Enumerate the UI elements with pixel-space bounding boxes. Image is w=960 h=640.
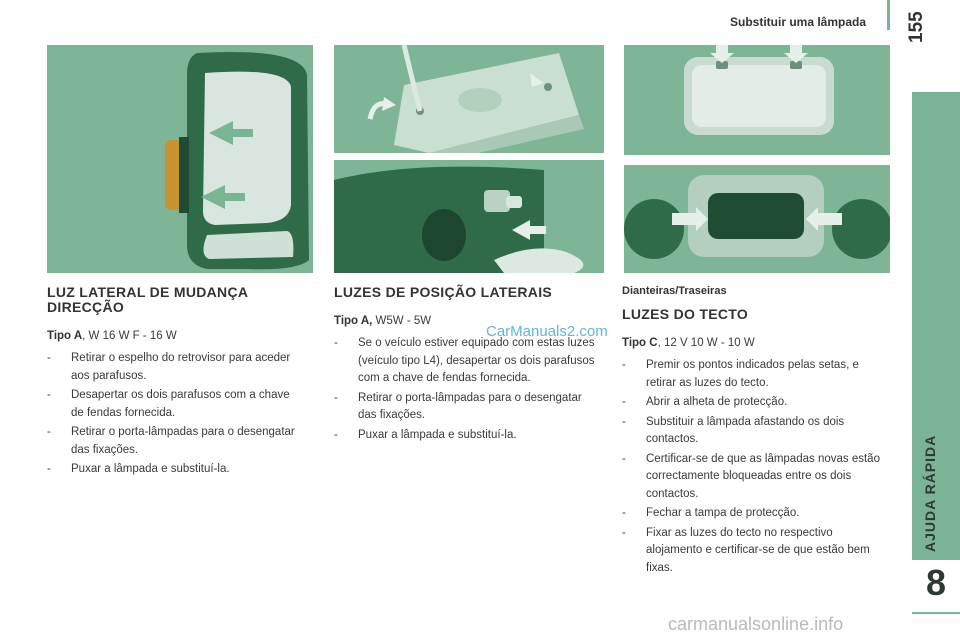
lamp-holder-illustration xyxy=(334,160,604,273)
steps-list xyxy=(622,357,890,577)
section-roof-lights xyxy=(622,285,890,579)
section-title-turn-signal: LUZ LATERAL DE MUDANÇA DIRECÇÃO xyxy=(47,284,248,315)
bulb-type: Tipo A, W5W - 5W xyxy=(334,315,432,327)
section-subtitle: Dianteiras/Traseiras xyxy=(622,285,727,297)
section-title-side-lights: LUZES DE POSIÇÃO LATERAIS xyxy=(334,284,553,300)
list-item: - Desapertar os dois parafusos com a chave de fendas fornecida. xyxy=(47,387,299,422)
watermark-bottom: carmanualsonline.info xyxy=(668,614,844,634)
steps-list xyxy=(334,335,596,444)
section-title-roof-lights: LUZES DO TECTO xyxy=(622,306,749,322)
roof-light-illustration xyxy=(624,45,890,155)
list-item: - Abrir a alheta de protecção. xyxy=(622,394,890,412)
list-item: - Substituir a lâmpada afastando os dois contactos. xyxy=(622,414,890,449)
chapter-divider xyxy=(912,612,960,614)
section-side-lights xyxy=(334,285,596,446)
list-item: - Retirar o espelho do retrovisor para aceder aos parafusos. xyxy=(47,350,299,385)
section-title: Substituir uma lâmpada xyxy=(730,15,867,29)
list-item: - Puxar a lâmpada e substituí-la. xyxy=(47,461,299,479)
list-item: - Se o veículo estiver equipado com estas luzes (veículo tipo L4), desapertar os dois parafusos com a chave de fendas fornecida. xyxy=(334,335,596,388)
lamp-removal-illustration xyxy=(334,45,604,153)
list-item: - Puxar a lâmpada e substituí-la. xyxy=(334,427,596,445)
roof-light-open-illustration xyxy=(624,165,890,273)
list-item: - Retirar o porta-lâmpadas para o desengatar das fixações. xyxy=(334,390,596,425)
section-turn-signal xyxy=(47,285,299,481)
steps-list xyxy=(47,350,299,479)
mirror-illustration xyxy=(47,45,313,273)
list-item: - Retirar o porta-lâmpadas para o desengatar das fixações. xyxy=(47,424,299,459)
list-item: - Premir os pontos indicados pelas setas, e retirar as luzes do tecto. xyxy=(622,357,890,392)
header-divider xyxy=(887,0,890,30)
list-item: - Certificar-se de que as lâmpadas novas estão correctamente bloqueadas entre os dois contactos. xyxy=(622,451,890,504)
chapter-number: 8 xyxy=(925,562,947,603)
list-item: - Fixar as luzes do tecto no respectivo alojamento e certificar-se de que estão bem fixas. xyxy=(622,525,890,578)
list-item: - Fechar a tampa de protecção. xyxy=(622,505,890,523)
bulb-type: Tipo C, 12 V 10 W - 10 W xyxy=(622,337,755,349)
chapter-tab-label: AJUDA RÁPIDA xyxy=(922,434,938,552)
watermark-top: CarManuals2.com xyxy=(486,323,608,340)
page-number: 155 xyxy=(906,11,927,43)
bulb-type: Tipo A, W 16 W F - 16 W xyxy=(47,330,177,342)
